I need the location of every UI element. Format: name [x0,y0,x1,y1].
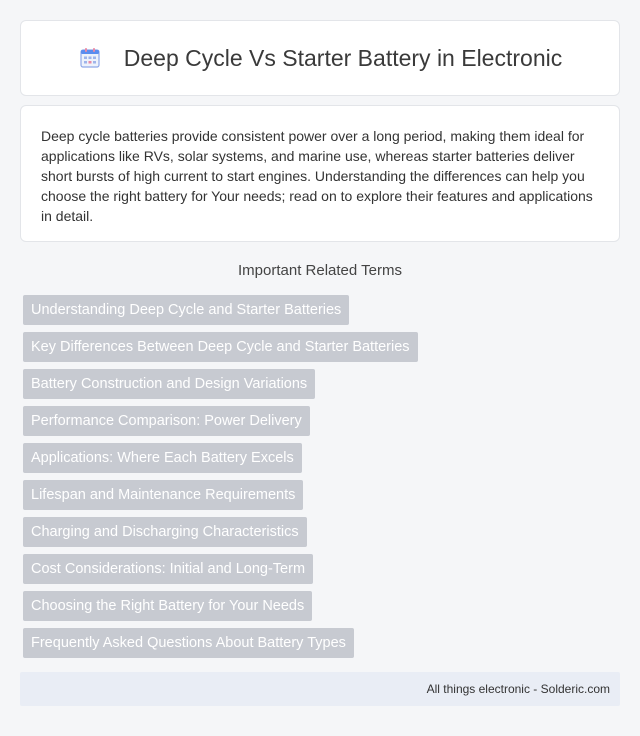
term-link[interactable]: Applications: Where Each Battery Excels [23,443,302,473]
header-inner [78,45,562,72]
footer [20,672,620,706]
term-link[interactable]: Choosing the Right Battery for Your Needs [23,591,312,621]
calendar-icon [78,46,102,70]
related-terms-list [23,295,623,665]
related-terms-title: Important Related Terms [238,262,402,279]
term-link[interactable]: Cost Considerations: Initial and Long-Term [23,554,313,584]
header-card [20,20,620,96]
page-title: Deep Cycle Vs Starter Battery in Electronic [123,44,563,71]
term-link[interactable]: Frequently Asked Questions About Battery Types [23,628,354,658]
footer-text: All things electronic - Solderic.com [426,682,610,696]
intro-text: Deep cycle batteries provide consistent power over a long period, making them ideal for applications like RVs, solar systems, and marine use, whereas starter batteries deliver short bursts of high current to start engines. Understanding the differences can help you choose the right battery for Your needs; read on to explore their features and applications in detail. [41,128,593,224]
term-link[interactable]: Charging and Discharging Characteristics [23,517,307,547]
term-link[interactable]: Battery Construction and Design Variations [23,369,315,399]
term-link[interactable]: Performance Comparison: Power Delivery [23,406,310,436]
term-link[interactable]: Understanding Deep Cycle and Starter Batteries [23,295,349,325]
term-link[interactable]: Key Differences Between Deep Cycle and Starter Batteries [23,332,418,362]
intro-card [20,105,620,242]
term-link[interactable]: Lifespan and Maintenance Requirements [23,480,303,510]
